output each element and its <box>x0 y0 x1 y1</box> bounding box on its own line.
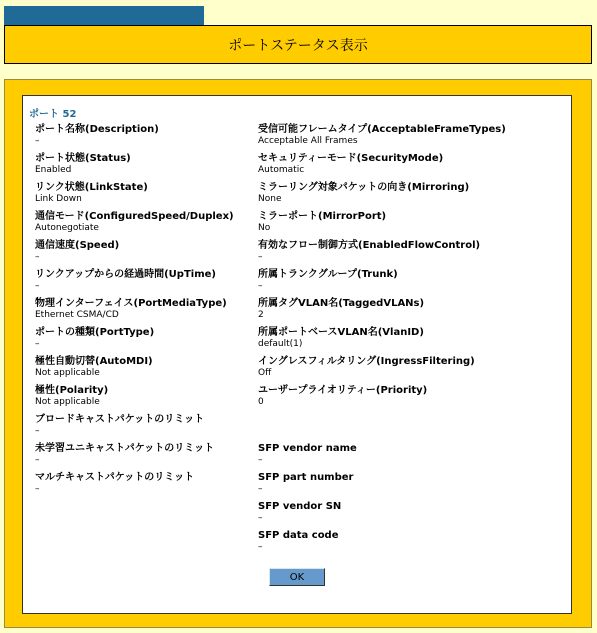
field-configured-speed-duplex <box>35 210 295 234</box>
field-value: Ethernet CSMA/CD <box>35 310 119 320</box>
field-value: 2 <box>258 310 264 320</box>
field-mirroring <box>258 181 518 205</box>
field-value: – <box>258 252 263 262</box>
field-description <box>35 123 295 147</box>
field-value: – <box>35 281 40 291</box>
page-title: ポートステータス表示 <box>228 37 368 54</box>
field-label: 未学習ユニキャストパケットのリミット <box>35 443 215 454</box>
field-status <box>35 152 295 176</box>
field-auto-mdi <box>35 355 295 379</box>
field-label: ポートの種類(PortType) <box>35 327 155 338</box>
field-label: SFP data code <box>258 530 339 541</box>
field-trunk <box>258 268 518 292</box>
field-value: Not applicable <box>35 368 100 378</box>
field-label: 所属トランクグループ(Trunk) <box>258 269 398 280</box>
field-value: default(1) <box>258 339 303 349</box>
field-value: – <box>258 513 263 523</box>
field-value: – <box>35 136 40 146</box>
field-label: イングレスフィルタリング(IngressFiltering) <box>258 356 475 367</box>
field-label: 通信モード(ConfiguredSpeed/Duplex) <box>35 211 234 222</box>
field-ingress-filtering <box>258 355 518 379</box>
field-value: – <box>35 484 40 494</box>
field-label: 所属タグVLAN名(TaggedVLANs) <box>258 298 425 309</box>
field-value: – <box>35 252 40 262</box>
field-value: – <box>35 455 40 465</box>
field-label: ユーザープライオリティー(Priority) <box>258 385 428 396</box>
field-sfp-vendor-name <box>258 442 518 466</box>
field-sfp-part-number <box>258 471 518 495</box>
field-label: ポート状態(Status) <box>35 153 131 164</box>
field-label: 極性(Polarity) <box>35 385 109 396</box>
field-vlan-id <box>258 326 518 350</box>
field-value: No <box>258 223 271 233</box>
field-acceptable-frame-types <box>258 123 518 147</box>
field-security-mode <box>258 152 518 176</box>
field-value: – <box>35 426 40 436</box>
field-label: 有効なフロー制御方式(EnabledFlowControl) <box>258 240 481 251</box>
field-value: 0 <box>258 397 264 407</box>
field-value: Enabled <box>35 165 72 175</box>
field-broadcast-limit <box>35 413 295 437</box>
field-value: Link Down <box>35 194 82 204</box>
field-sfp-data-code <box>258 529 518 553</box>
field-value: Automatic <box>258 165 305 175</box>
field-label: ミラーリング対象パケットの向き(Mirroring) <box>258 182 470 193</box>
field-value: Off <box>258 368 272 378</box>
field-value: None <box>258 194 282 204</box>
field-link-state <box>35 181 295 205</box>
field-label: セキュリティーモード(SecurityMode) <box>258 153 444 164</box>
field-value: – <box>258 455 263 465</box>
field-value: – <box>35 339 40 349</box>
field-label: SFP vendor SN <box>258 501 342 512</box>
field-polarity <box>35 384 295 408</box>
port-title: ポート 52 <box>29 109 77 120</box>
field-port-media-type <box>35 297 295 321</box>
field-value: – <box>258 484 263 494</box>
field-label: 所属ポートベースVLAN名(VlanID) <box>258 327 424 338</box>
field-speed <box>35 239 295 263</box>
field-label: SFP part number <box>258 472 354 483</box>
field-unknown-unicast-limit <box>35 442 295 466</box>
field-label: リンクアップからの経過時間(UpTime) <box>35 269 216 280</box>
field-value: – <box>258 281 263 291</box>
field-multicast-limit <box>35 471 295 495</box>
page-header <box>4 25 592 64</box>
field-value: – <box>258 542 263 552</box>
field-label: 通信速度(Speed) <box>35 240 120 251</box>
field-label: ブロードキャストパケットのリミット <box>35 414 205 425</box>
ok-button[interactable]: OK <box>269 568 325 586</box>
field-label: ポート名称(Description) <box>35 124 159 135</box>
field-value: Acceptable All Frames <box>258 136 358 146</box>
field-label: 物理インターフェイス(PortMediaType) <box>35 298 227 309</box>
field-value: Autonegotiate <box>35 223 99 233</box>
status-panel <box>22 95 572 614</box>
field-sfp-vendor-sn <box>258 500 518 524</box>
field-value: Not applicable <box>35 397 100 407</box>
field-label: リンク状態(LinkState) <box>35 182 148 193</box>
field-flow-control <box>258 239 518 263</box>
field-label: SFP vendor name <box>258 443 357 454</box>
field-mirror-port <box>258 210 518 234</box>
field-label: 受信可能フレームタイプ(AcceptableFrameTypes) <box>258 124 506 135</box>
field-uptime <box>35 268 295 292</box>
header-tab <box>4 6 204 25</box>
field-label: 極性自動切替(AutoMDI) <box>35 356 153 367</box>
field-label: ミラーポート(MirrorPort) <box>258 211 387 222</box>
field-label: マルチキャストパケットのリミット <box>35 472 195 483</box>
field-tagged-vlans <box>258 297 518 321</box>
field-priority <box>258 384 518 408</box>
field-port-type <box>35 326 295 350</box>
